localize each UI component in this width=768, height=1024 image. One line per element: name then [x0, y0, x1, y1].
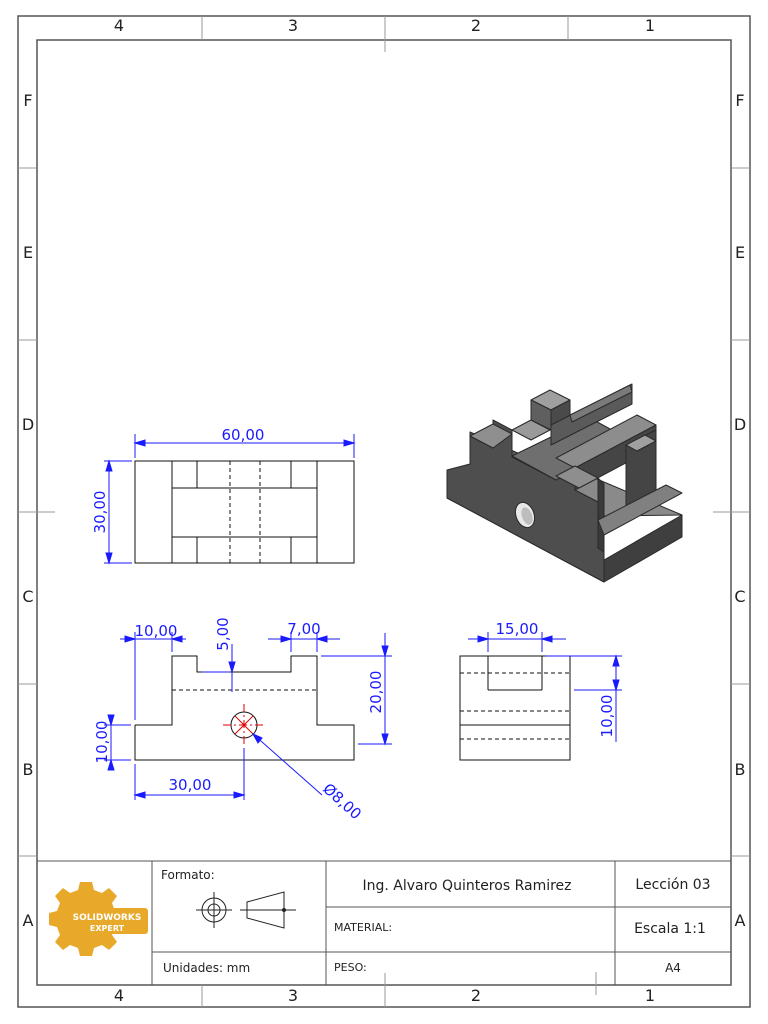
zone-col-4-bottom: 4: [113, 986, 125, 1005]
zone-row-c-right: C: [734, 587, 746, 606]
zone-row-a-right: A: [734, 911, 746, 930]
dim-front-total-height: 20,00: [367, 670, 385, 714]
top-view: [91, 426, 354, 563]
zone-row-f-left: F: [23, 91, 33, 110]
logo-line2: EXPERT: [89, 924, 125, 933]
lesson-label: Lección 03: [635, 877, 711, 893]
zone-row-d-right: D: [733, 415, 747, 434]
dim-front-base-height: 10,00: [93, 720, 111, 764]
zone-row-b-left: B: [22, 760, 34, 779]
dim-front-right-step: 7,00: [287, 620, 321, 638]
dim-top-height: 30,00: [91, 490, 109, 534]
dim-front-hole-position: 30,00: [168, 776, 212, 794]
title-block: [37, 861, 731, 985]
dim-front-slot-depth: 5,00: [214, 617, 232, 651]
dim-front-left-step: 10,00: [134, 622, 178, 640]
zone-row-e-left: E: [22, 243, 34, 262]
zone-col-1-bottom: 1: [644, 986, 656, 1005]
paper-size: A4: [665, 961, 681, 975]
units-label: Unidades: mm: [163, 961, 251, 975]
side-view: [460, 620, 622, 760]
zone-col-1-top: 1: [644, 16, 656, 35]
dim-side-height: 10,00: [598, 694, 616, 738]
zone-row-a-left: A: [22, 911, 34, 930]
zone-row-e-right: E: [734, 243, 746, 262]
dim-top-width: 60,00: [221, 426, 265, 444]
zone-row-b-right: B: [734, 760, 746, 779]
front-view: [93, 617, 392, 823]
zone-row-f-right: F: [735, 91, 745, 110]
zone-col-2-bottom: 2: [470, 986, 482, 1005]
zone-col-4-top: 4: [113, 16, 125, 35]
format-label: Formato:: [161, 868, 215, 882]
zone-row-d-left: D: [21, 415, 35, 434]
dim-side-slot-width: 15,00: [495, 620, 539, 638]
scale-label: Escala 1:1: [634, 921, 706, 937]
zone-col-2-top: 2: [470, 16, 482, 35]
dim-front-hole-diameter: Ø8,00: [319, 779, 365, 824]
weight-label: PESO:: [334, 961, 367, 974]
first-angle-projection-icon: [196, 892, 296, 928]
isometric-view: [447, 384, 682, 582]
zone-col-3-bottom: 3: [287, 986, 299, 1005]
material-label: MATERIAL:: [334, 921, 393, 934]
logo: [49, 882, 148, 956]
author-name: Ing. Alvaro Quinteros Ramirez: [362, 878, 572, 894]
zone-col-3-top: 3: [287, 16, 299, 35]
zone-row-c-left: C: [22, 587, 34, 606]
logo-line1: SOLIDWORKS: [72, 913, 142, 923]
